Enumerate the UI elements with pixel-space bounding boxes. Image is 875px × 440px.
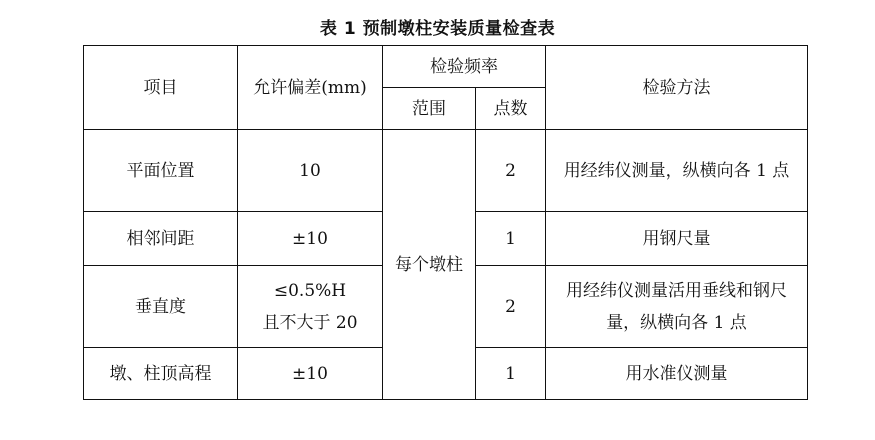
header-frequency: 检验频率 xyxy=(383,46,546,88)
header-points: 点数 xyxy=(476,88,546,130)
row-points: 1 xyxy=(476,348,546,400)
row-tolerance: ±10 xyxy=(238,348,383,400)
row-item: 垂直度 xyxy=(84,266,238,348)
header-item: 项目 xyxy=(84,46,238,130)
scope-merged-text: 每个墩柱 xyxy=(395,254,463,275)
row-points: 2 xyxy=(476,130,546,212)
row-tolerance: ±10 xyxy=(238,212,383,266)
scope-cell xyxy=(383,130,476,400)
row-method xyxy=(546,130,808,212)
row-method xyxy=(546,266,808,348)
row-points: 1 xyxy=(476,212,546,266)
row-item: 平面位置 xyxy=(84,130,238,212)
header-method: 检验方法 xyxy=(546,46,808,130)
row-points: 2 xyxy=(476,266,546,348)
header-scope: 范围 xyxy=(383,88,476,130)
header-tolerance: 允许偏差(mm) xyxy=(238,46,383,130)
table-row xyxy=(84,130,808,212)
row-method: 用水准仪测量 xyxy=(546,348,808,400)
row-method-text: 用经纬仪测量活用垂线和钢尺量，纵横向各 1 点 xyxy=(566,280,787,333)
row-method: 用钢尺量 xyxy=(546,212,808,266)
table-title: 表 1 预制墩柱安装质量检查表 xyxy=(319,19,556,39)
row-tolerance xyxy=(238,266,383,348)
row-tolerance: 10 xyxy=(238,130,383,212)
row-tolerance-line1: ≤0.5%H xyxy=(273,280,347,301)
inspection-table xyxy=(83,45,808,400)
row-tolerance-line2: 且不大于 20 xyxy=(262,312,358,333)
row-item: 相邻间距 xyxy=(84,212,238,266)
header-row-1 xyxy=(84,46,808,88)
row-method-text: 用经纬仪测量，纵横向各 1 点 xyxy=(563,160,790,181)
row-item: 墩、柱顶高程 xyxy=(84,348,238,400)
